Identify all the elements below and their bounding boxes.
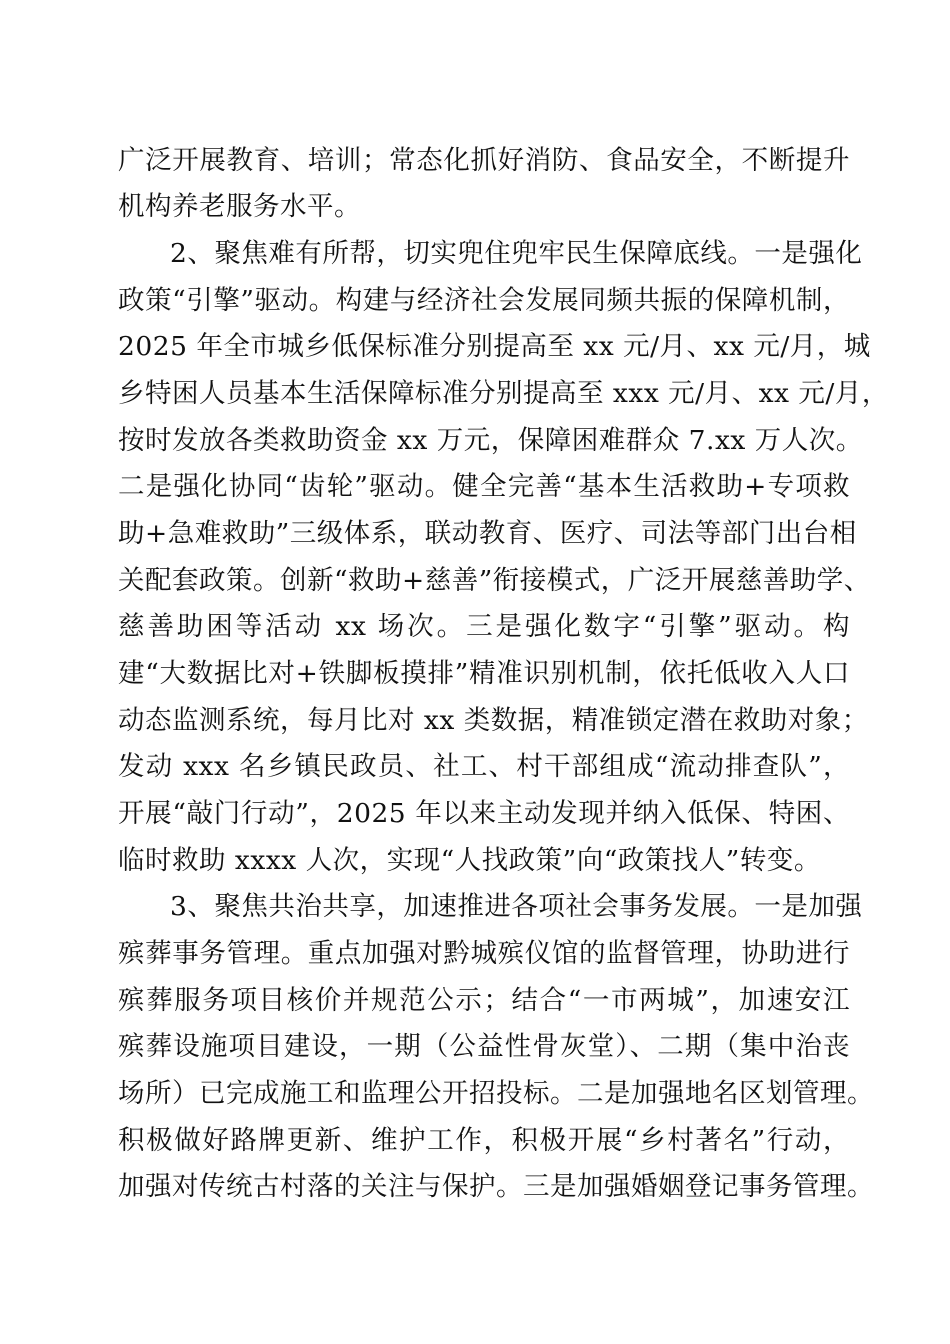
text-line: 助+急难救助”三级体系，联动教育、医疗、司法等部门出台相 [118, 518, 857, 549]
text-line: 二是强化协同“齿轮”驱动。健全完善“基本生活救助+专项救 [118, 471, 850, 502]
text-line: 殡葬事务管理。重点加强对黔城殡仪馆的监督管理，协助进行 [118, 938, 850, 969]
text-line: 机构养老服务水平。 [118, 191, 361, 222]
text-line: 临时救助 xxxx 人次，实现“人找政策”向“政策找人”转变。 [118, 845, 821, 876]
paragraph-heading-line: 2、聚焦难有所帮，切实兜住兜牢民生保障底线。一是强化 [170, 238, 863, 269]
text-line: 建“大数据比对+铁脚板摸排”精准识别机制，依托低收入人口 [118, 658, 850, 689]
text-line: 关配套政策。创新“救助+慈善”衔接模式，广泛开展慈善助学、 [118, 565, 871, 596]
text-line: 慈善助困等活动 xx 场次。三是强化数字“引擎”驱动。构 [118, 611, 850, 642]
text-line: 殡葬设施项目建设，一期（公益性骨灰堂）、二期（集中治丧 [118, 1031, 850, 1062]
text-line: 开展“敲门行动”，2025 年以来主动发现并纳入低保、特困、 [118, 798, 850, 829]
paragraph-heading-line: 3、聚焦共治共享，加速推进各项社会事务发展。一是加强 [170, 891, 863, 922]
text-line: 动态监测系统，每月比对 xx 类数据，精准锁定潜在救助对象； [118, 705, 869, 736]
text-line: 发动 xxx 名乡镇民政员、社工、村干部组成“流动排查队”， [118, 751, 850, 782]
text-line: 加强对传统古村落的关注与保护。三是加强婚姻登记事务管理。 [118, 1171, 874, 1202]
text-line: 2025 年全市城乡低保标准分别提高至 xx 元/月、xx 元/月，城 [118, 331, 871, 362]
text-line: 广泛开展教育、培训；常态化抓好消防、食品安全，不断提升 [118, 145, 850, 176]
text-line: 按时发放各类救助资金 xx 万元，保障困难群众 7.xx 万人次。 [118, 425, 863, 456]
text-line: 政策“引擎”驱动。构建与经济社会发展同频共振的保障机制， [118, 285, 850, 316]
text-line: 乡特困人员基本生活保障标准分别提高至 xxx 元/月、xx 元/月， [118, 378, 889, 409]
text-line: 场所）已完成施工和监理公开招投标。二是加强地名区划管理。 [118, 1078, 874, 1109]
text-line: 殡葬服务项目核价并规范公示；结合“一市两城”，加速安江 [118, 985, 850, 1016]
text-line: 积极做好路牌更新、维护工作，积极开展“乡村著名”行动， [118, 1125, 850, 1156]
